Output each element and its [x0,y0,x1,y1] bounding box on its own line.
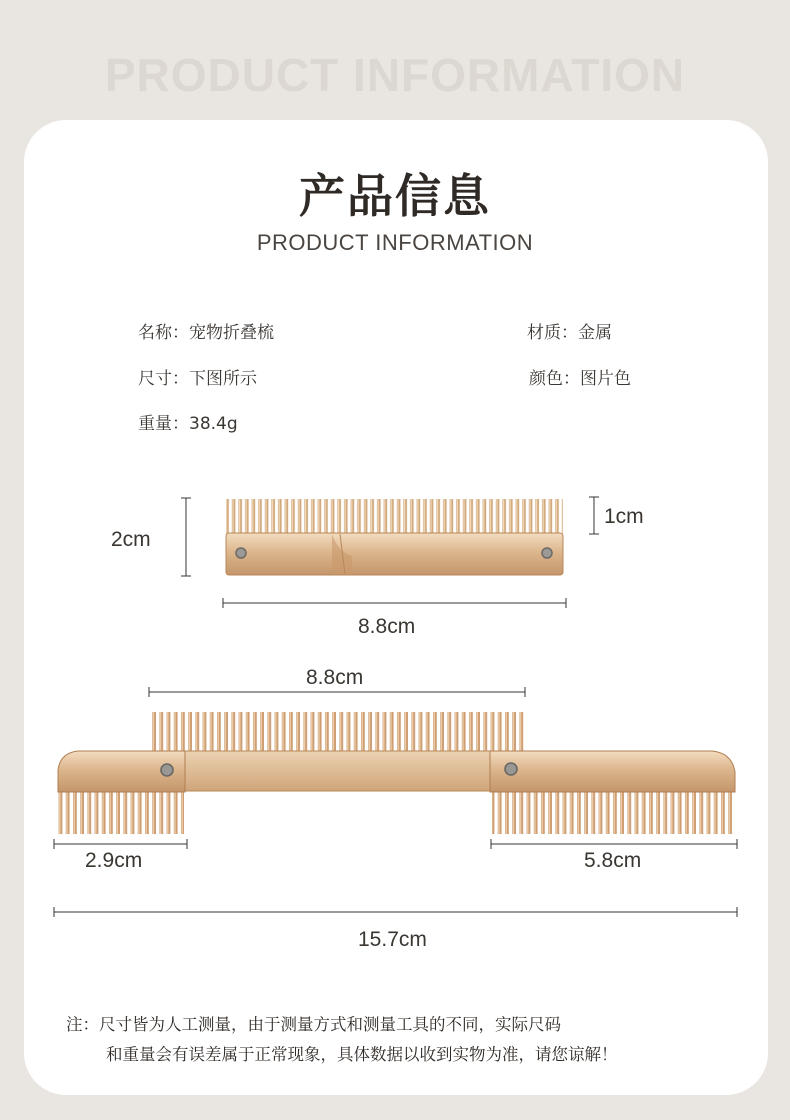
spec-name: 名称：宠物折叠梳 [138,323,274,343]
note-line-2: 和重量会有误差属于正常现象，具体数据以收到实物为准，请您谅解！ [106,1045,618,1064]
dim-open-right: 5.8cm [584,849,642,872]
folded-comb-image [226,499,563,575]
middle-comb-bar [178,751,494,791]
right-arm-teeth [492,788,732,834]
spec-weight: 重量：38.4g [138,414,238,434]
dim-folded-height: 2cm [111,528,151,551]
rivet-icon [542,548,552,558]
dim-folded-teeth: 1cm [604,505,644,528]
dim-open-left: 2.9cm [85,849,143,872]
rivet-icon [505,763,517,775]
spec-material: 材质：金属 [527,323,612,343]
rivet-icon [236,548,246,558]
left-arm-teeth [58,788,184,834]
folded-comb-teeth [226,499,563,537]
spec-size: 尺寸：下图所示 [138,369,257,389]
dim-open-middle: 8.8cm [306,666,364,689]
note-line-1: 注：尺寸皆为人工测量，由于测量方式和测量工具的不同，实际尺码 [66,1015,561,1034]
folded-comb-plate [226,533,563,575]
middle-comb-teeth [149,712,526,756]
spec-color: 颜色：图片色 [529,369,631,389]
dim-folded-length: 8.8cm [358,615,416,638]
rivet-icon [161,764,173,776]
unfolded-comb-image [58,712,735,834]
right-arm-plate [490,751,735,792]
page-subtitle: PRODUCT INFORMATION [256,230,534,255]
dim-open-total: 15.7cm [358,928,427,951]
background-watermark: PRODUCT INFORMATION [104,49,686,101]
page-title: 产品信息 [299,169,491,223]
